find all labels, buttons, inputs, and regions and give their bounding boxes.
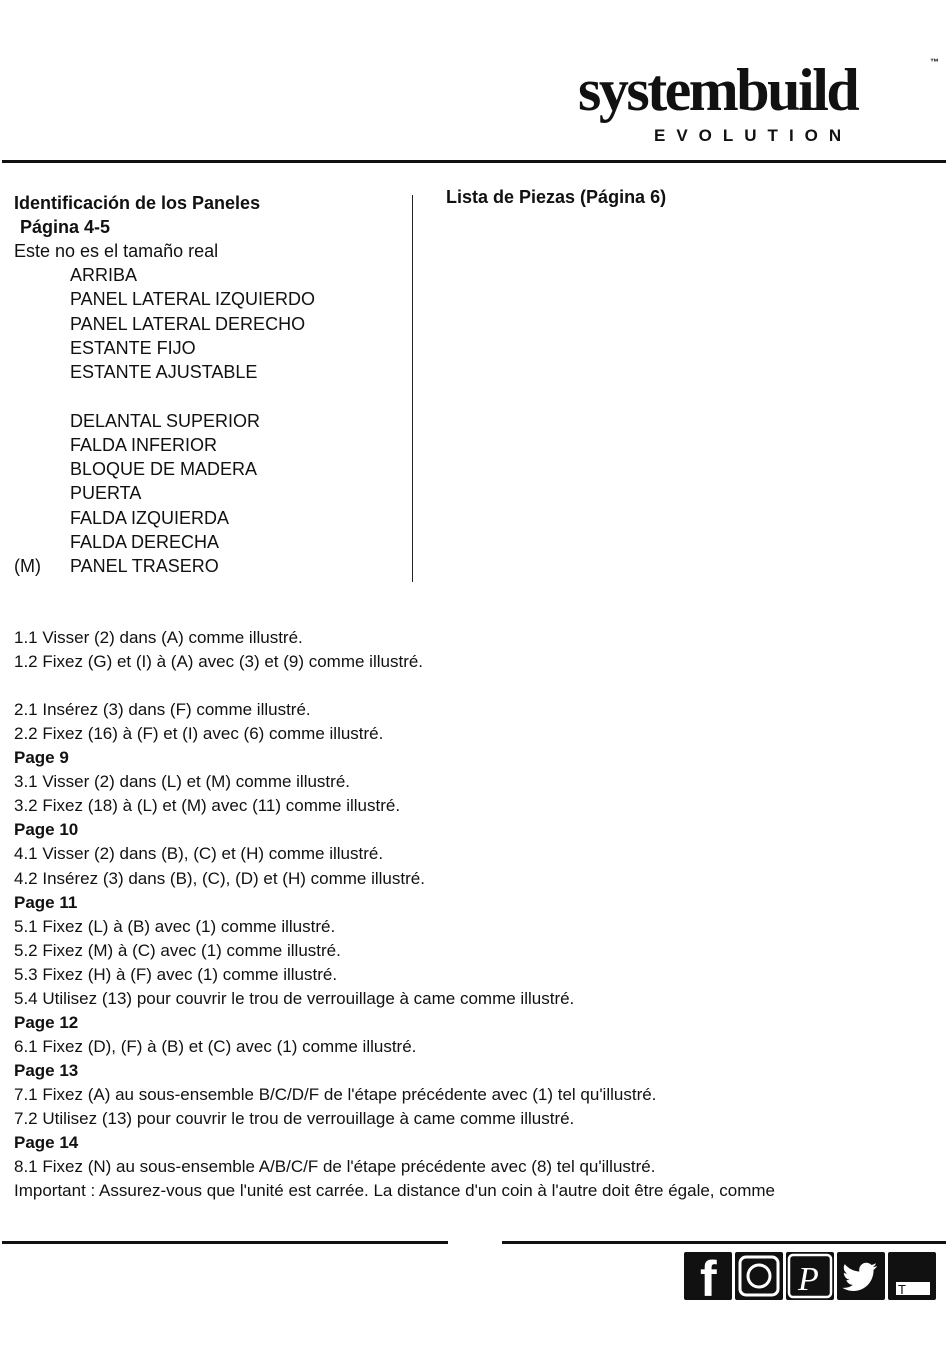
page-heading: Page 12 — [14, 1012, 79, 1032]
twitter-icon[interactable] — [837, 1252, 885, 1300]
page-heading: Page 10 — [14, 820, 79, 840]
page-heading: Page 11 — [14, 892, 78, 912]
step-line: 5.4 Utilisez (13) pour couvrir le trou de verrouillage à came comme illustré. — [14, 988, 575, 1008]
step-line: 1.2 Fixez (G) et (I) à (A) avec (3) et (9) comme illustré. — [14, 652, 424, 672]
footer-divider-left — [2, 1241, 448, 1244]
part-name: PUERTA — [70, 483, 142, 504]
tumblr-glyph: T — [898, 1282, 906, 1297]
part-name: FALDA DERECHA — [70, 532, 220, 552]
part-name: FALDA IZQUIERDA — [70, 507, 230, 528]
step-line: 3.1 Visser (2) dans (L) et (M) comme illustré. — [14, 772, 350, 792]
part-name: ARRIBA — [70, 265, 138, 285]
pinterest-glyph: P — [798, 1261, 819, 1298]
part-name: DELANTAL SUPERIOR — [70, 410, 261, 431]
page-heading: Page 13 — [14, 1060, 79, 1080]
facebook-glyph: f — [700, 1252, 717, 1300]
column-divider — [412, 195, 413, 582]
parts-list-heading: Lista de Piezas (Página 6) — [446, 187, 667, 207]
step-line: 5.2 Fixez (M) à (C) avec (1) comme illustré. — [14, 940, 341, 960]
brand-subtitle: EVOLUTION — [654, 126, 853, 145]
part-name: ESTANTE AJUSTABLE — [70, 362, 258, 383]
part-name: FALDA INFERIOR — [70, 434, 218, 455]
step-line: 7.2 Utilisez (13) pour couvrir le trou de verrouillage à came comme illustré. — [14, 1109, 575, 1128]
scale-note: Este no es el tamaño real — [14, 241, 219, 261]
header-divider — [2, 160, 946, 163]
page-heading: Page 9 — [14, 748, 69, 768]
part-name: PANEL LATERAL IZQUIERDO — [70, 289, 316, 310]
step-line: 4.1 Visser (2) dans (B), (C) et (H) comme illustré. — [14, 844, 384, 864]
facebook-icon[interactable] — [684, 1252, 732, 1300]
step-line: 1.1 Visser (2) dans (A) comme illustré. — [14, 628, 303, 647]
step-line: 3.2 Fixez (18) à (L) et (M) avec (11) comme illustré. — [14, 796, 401, 816]
step-line: Important : Assurez-vous que l'unité est carrée. La distance d'un coin à l'autre doit être égale, comme — [14, 1181, 775, 1201]
step-line: 8.1 Fixez (N) au sous-ensemble A/B/C/F de l'étape précédente avec (8) tel qu'illustré. — [14, 1157, 656, 1177]
part-name: PANEL TRASERO — [70, 556, 219, 577]
step-line: 2.2 Fixez (16) à (F) et (I) avec (6) comme illustré. — [14, 724, 384, 744]
instagram-icon[interactable] — [735, 1252, 783, 1300]
trademark-mark: ™ — [930, 57, 939, 67]
panel-identification-heading: Identificación de los Paneles — [14, 193, 261, 213]
brand-name: systembuild — [578, 57, 858, 123]
panel-page-ref: Página 4-5 — [20, 217, 111, 237]
footer-divider-right — [502, 1241, 946, 1244]
brand-logo — [578, 52, 948, 152]
step-line: 6.1 Fixez (D), (F) à (B) et (C) avec (1) comme illustré. — [14, 1036, 417, 1056]
step-line: 4.2 Insérez (3) dans (B), (C), (D) et (H) comme illustré. — [14, 868, 425, 888]
pinterest-icon[interactable] — [786, 1252, 834, 1300]
step-line: 5.3 Fixez (H) à (F) avec (1) comme illustré. — [14, 964, 338, 984]
part-letter: (M) — [14, 556, 41, 577]
step-line: 5.1 Fixez (L) à (B) avec (1) comme illustré. — [14, 916, 336, 936]
social-links — [684, 1252, 936, 1302]
step-line: 2.1 Insérez (3) dans (F) comme illustré. — [14, 700, 311, 720]
step-line: 7.1 Fixez (A) au sous-ensemble B/C/D/F de l'étape précédente avec (1) tel qu'illustré. — [14, 1084, 657, 1104]
tumblr-icon[interactable] — [888, 1252, 936, 1300]
part-name: PANEL LATERAL DERECHO — [70, 313, 306, 334]
part-name: BLOQUE DE MADERA — [70, 459, 258, 480]
part-name: ESTANTE FIJO — [70, 337, 196, 358]
page-heading: Page 14 — [14, 1133, 79, 1153]
